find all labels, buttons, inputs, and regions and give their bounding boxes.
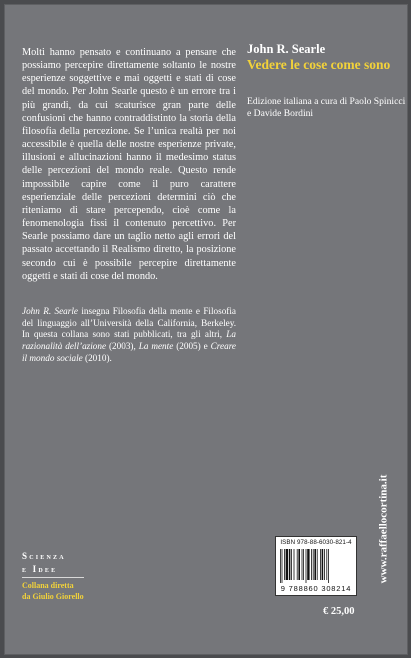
- price: € 25,00: [323, 606, 355, 617]
- barcode-bar: [302, 549, 303, 580]
- barcode-bar: [294, 549, 295, 580]
- barcode-bars: [280, 549, 352, 583]
- barcode-bar: [324, 549, 325, 580]
- series-director-line-1: Collana diretta: [22, 581, 74, 590]
- bio-book-title: La mente: [138, 341, 174, 352]
- bio-author-name: John R. Searle: [22, 306, 78, 316]
- barcode-bar: [289, 549, 291, 580]
- bio-text: insegna Filosofia della mente e Filosofia del linguaggio all’Università della California, Berkeley. In questa collana sono stati pubblicati, tra gli altri,: [22, 306, 236, 340]
- barcode-bar: [317, 549, 318, 580]
- barcode-bar: [326, 549, 327, 580]
- barcode-bar: [280, 549, 281, 583]
- bio-text: (2003),: [106, 341, 139, 352]
- publisher-website-text: www.raffaellocortina.it: [377, 474, 389, 584]
- bio-book-title: Creare il mondo sociale: [22, 341, 237, 363]
- barcode-bar: [303, 549, 304, 580]
- bio-text: (2010).: [82, 352, 112, 363]
- barcode-bar: [286, 549, 288, 580]
- barcode-bar: [291, 549, 292, 580]
- book-title: Vedere le cose come sono: [247, 57, 391, 72]
- barcode-bar: [284, 549, 285, 580]
- edition-credits: Edizione italiana a cura di Paolo Spinicci e Davide Bordini: [247, 96, 406, 119]
- barcode-bar: [328, 549, 329, 583]
- series-director-line-2: da Giulio Giorello: [22, 591, 84, 601]
- ean-digits: 9 788860 308214: [280, 584, 352, 593]
- isbn-label: ISBN 978-88-6030-821-4: [280, 539, 352, 546]
- barcode-bar: [306, 549, 307, 583]
- barcode: [275, 536, 357, 596]
- barcode-bar: [314, 549, 316, 580]
- barcode-bar: [298, 549, 300, 580]
- barcode-bar: [313, 549, 314, 580]
- barcode-bar: [322, 549, 324, 580]
- barcode-bar: [320, 549, 321, 580]
- series-line-2: e Idee: [22, 564, 58, 574]
- series-divider: [22, 577, 84, 578]
- barcode-bar: [297, 549, 298, 580]
- blurb-text: Molti hanno pensato e continuano a pensare che possiamo percepire direttamente soltanto le nostre esperienze soggettive e mai oggetti e stati di cose del mondo. Per John Searle questo è un errore tra i più grandi, da cui scaturisce gran parte delle confusioni che hanno contraddistinto la storia della filosofia della percezione. Se l’unica realtà per noi accessibile è quella delle nostre esperienze private, illusioni e allucinazioni hanno il medesimo status delle percezioni del mondo reale. Questo rende impossibile capire come il puro carattere esperienziale delle percezioni determini ciò che riteniamo di stare percependo, cioè come la fenomenologia fissi il contenuto percettivo. Per Searle possiamo dare un taglio netto agli errori del passato accettando il Realismo diretto, la posizione secondo cui è possibile percepire direttamente oggetti e stati di cose del mondo.: [22, 47, 236, 282]
- barcode-bar: [311, 549, 312, 580]
- back-cover: [4, 4, 408, 655]
- bio-text: (2005) e: [173, 341, 211, 352]
- barcode-bar: [307, 549, 309, 580]
- series-director: [22, 581, 84, 602]
- author-bio: [22, 306, 236, 365]
- bio-book-title: La razionalità dell’azione: [22, 329, 236, 352]
- barcode-bar: [282, 549, 283, 583]
- series-line-1: Scienza: [22, 551, 66, 561]
- publisher-website: [375, 454, 391, 604]
- series-name: [22, 550, 66, 576]
- book-author: John R. Searle: [247, 42, 326, 56]
